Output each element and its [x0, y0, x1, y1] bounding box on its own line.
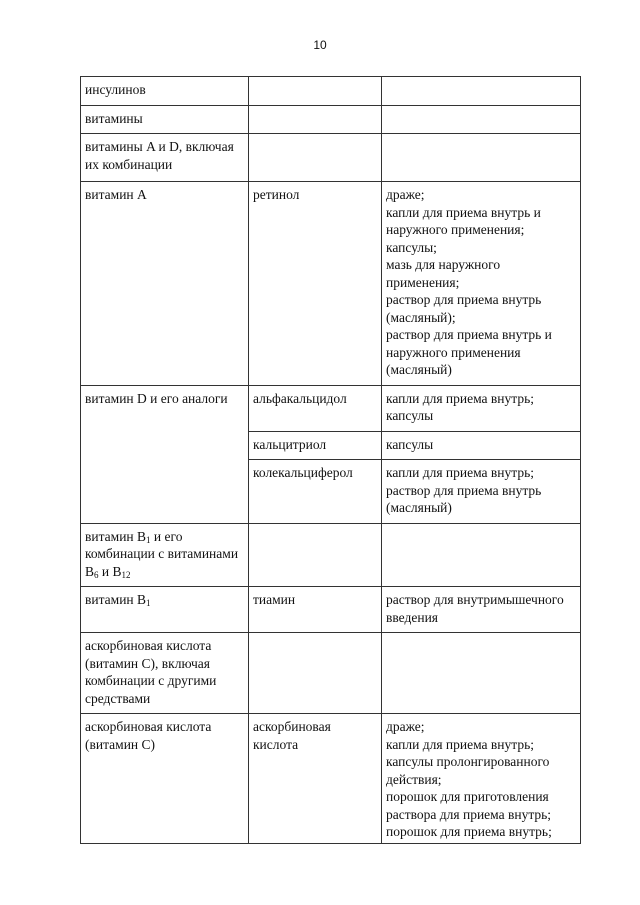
form-item: раствор для приема внутрь (масляный) — [386, 482, 542, 515]
substance-cell: тиамин — [249, 587, 382, 633]
form-item: капли для приема внутрь и наружного применения; — [386, 204, 541, 237]
forms-cell — [382, 134, 581, 182]
drug-table — [80, 76, 581, 844]
forms-cell — [382, 523, 581, 587]
forms-cell — [382, 77, 581, 106]
forms-cell — [382, 431, 581, 460]
forms-cell — [382, 105, 581, 134]
substance-cell: колекальциферол — [249, 460, 382, 524]
table-row — [81, 105, 581, 134]
substance-cell: кальцитриол — [249, 431, 382, 460]
form-item: капли для приема внутрь; — [386, 465, 534, 480]
substance-cell — [249, 134, 382, 182]
group-cell: витамин $B_1$ — [81, 587, 249, 633]
form-item: капсулы — [386, 436, 434, 452]
group-cell: инсулинов — [81, 77, 249, 106]
table-row — [81, 633, 581, 714]
form-item: капсулы пролонгированного действия; — [386, 754, 550, 787]
table-row — [81, 77, 581, 106]
page-number: 10 — [313, 38, 327, 52]
substance-cell: ретинол — [249, 182, 382, 386]
form-item: мазь для наружного применения; — [386, 257, 501, 290]
form-item: капли для приема внутрь; — [386, 736, 534, 752]
group-cell: витамины A и D, включая их комбинации — [81, 134, 249, 182]
table-row — [81, 523, 581, 587]
substance-cell — [249, 77, 382, 106]
substance-cell: аскорбиновая кислота — [249, 714, 382, 844]
forms-cell — [382, 385, 581, 431]
substance-cell: альфакальцидол — [249, 385, 382, 431]
table-row — [81, 134, 581, 182]
form-item: раствор для внутримышечного введения — [386, 592, 564, 625]
table-row — [81, 587, 581, 633]
forms-cell — [382, 587, 581, 633]
table-row — [81, 714, 581, 844]
table-row — [81, 182, 581, 386]
forms-cell — [382, 633, 581, 714]
form-item: капсулы; — [386, 239, 437, 255]
forms-cell — [382, 460, 581, 524]
form-item: порошок для приготовления раствора для приема внутрь; — [386, 789, 552, 822]
form-item: капли для приема внутрь; — [386, 390, 534, 406]
group-cell: витамин $B_1$ и его комбинации с витаминами $B_6$ и $B_{12}$ — [81, 523, 249, 587]
substance-cell — [249, 633, 382, 714]
group-cell: витамин D и его аналоги — [81, 385, 249, 523]
form-item: раствор для приема внутрь (масляный); — [386, 292, 542, 325]
substance-cell — [249, 105, 382, 134]
form-item: драже; — [386, 719, 425, 734]
substance-cell — [249, 523, 382, 587]
forms-cell — [382, 182, 581, 386]
table-row — [81, 385, 581, 431]
group-cell: витамины — [81, 105, 249, 134]
group-cell: витамин A — [81, 182, 249, 386]
form-item: порошок для приема внутрь; — [386, 824, 552, 839]
form-item: раствор для приема внутрь и наружного применения (масляный) — [386, 327, 552, 377]
forms-cell — [382, 714, 581, 844]
form-item: драже; — [386, 187, 425, 202]
group-cell: аскорбиновая кислота (витамин C) — [81, 714, 249, 844]
form-item: капсулы — [386, 408, 434, 423]
group-cell: аскорбиновая кислота (витамин C), включая комбинации с другими средствами — [81, 633, 249, 714]
